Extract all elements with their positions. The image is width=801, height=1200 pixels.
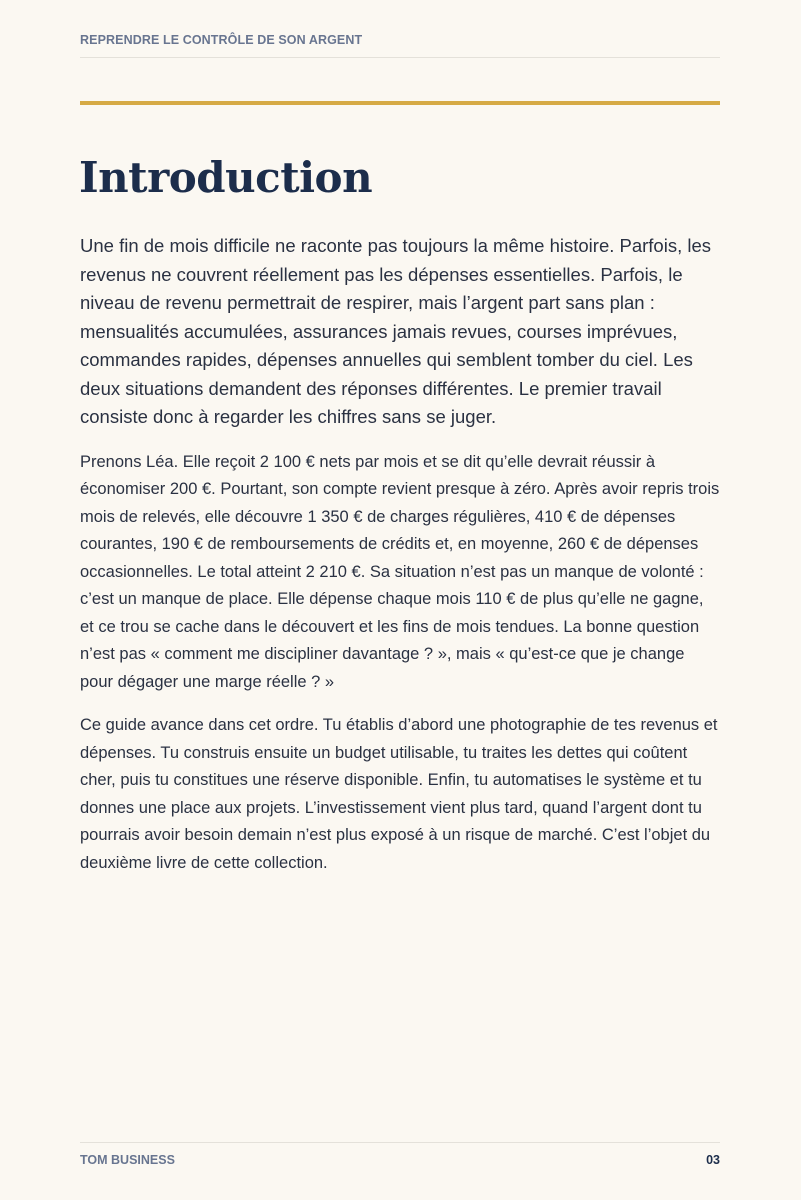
chapter-title: Introduction (79, 153, 373, 202)
paragraph: Prenons Léa. Elle reçoit 2 100 € nets par mois et se dit qu’elle devrait réussir à économiser 200 €. Pourtant, son compte revient presque à zéro. Après avoir repris trois mois de relevés, elle découvre 1 350 € de charges régulières, 410 € de dépenses courantes, 190 € de remboursements de crédits et, en moyenne, 260 € de dépenses occasionnelles. Le total atteint 2 210 €. Sa situation n’est pas un manque de volonté : c’est un manque de place. Elle dépense chaque mois 110 € de plus qu’elle ne gagne, et ce trou se cache dans le découvert et les fins de mois tendues. La bonne question n’est pas « comment me discipliner davantage ? », mais « qu’est-ce que je change pour dégager une marge réelle ? » (80, 452, 720, 691)
footer-divider (80, 1142, 720, 1143)
paragraph: Ce guide avance dans cet ordre. Tu établis d’abord une photographie de tes revenus et dépenses. Tu construis ensuite un budget utilisable, tu traites les dettes qui coûtent cher, puis tu constitues une réserve disponible. Enfin, tu automatises le système et tu donnes une place aux projets. L’investissement vient plus tard, quand l’argent dont tu pourrais avoir besoin demain n’est plus exposé à un risque de marché. C’est l’objet du deuxième livre de cette collection. (80, 716, 718, 872)
footer-author: TOM BUSINESS (80, 1153, 175, 1167)
body-text (80, 232, 720, 893)
header-divider (80, 57, 720, 58)
running-header: REPRENDRE LE CONTRÔLE DE SON ARGENT (80, 33, 363, 47)
lead-paragraph: Une fin de mois difficile ne raconte pas toujours la même histoire. Parfois, les revenus ne couvrent réellement pas les dépenses essentielles. Parfois, le niveau de revenu permettrait de respirer, mais l’argent part sans plan : mensualités accumulées, assurances jamais revues, courses imprévues, commandes rapides, dépenses annuelles qui semblent tomber du ciel. Les deux situations demandent des réponses différentes. Le premier travail consiste donc à regarder les chiffres sans se juger. (80, 235, 712, 427)
page-number: 03 (706, 1153, 720, 1167)
accent-bar (80, 101, 720, 105)
